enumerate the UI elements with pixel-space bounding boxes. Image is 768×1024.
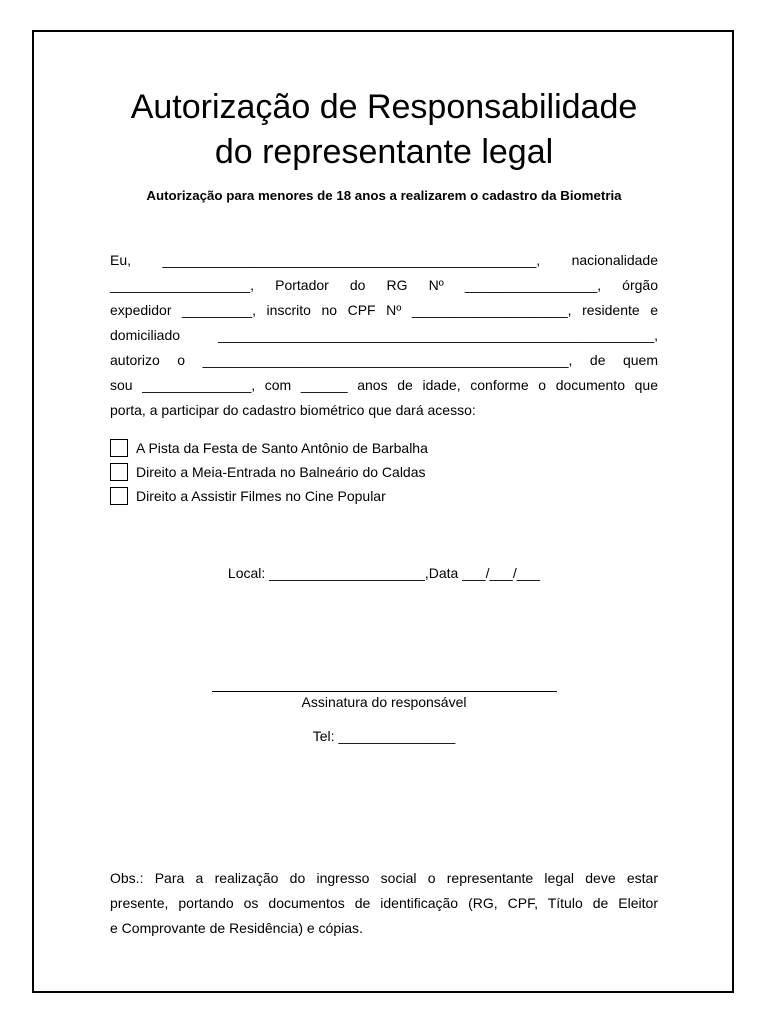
option-label: Direito a Meia-Entrada no Balneário do Caldas	[136, 464, 426, 480]
option-label: Direito a Assistir Filmes no Cine Popular	[136, 488, 386, 504]
declaration-line: porta, a participar do cadastro biométrico que dará acesso:	[110, 402, 476, 418]
document-subtitle: Autorização para menores de 18 anos a realizarem o cadastro da Biometria	[146, 188, 622, 203]
declaration-line: sou ______________, com ______ anos de idade, conforme o documento que	[110, 377, 658, 393]
option-meia-entrada-balneario	[110, 460, 428, 484]
observation-line: e Comprovante de Residência) e cópias.	[110, 920, 363, 936]
option-label: A Pista da Festa de Santo Antônio de Barbalha	[136, 440, 428, 456]
tel-field: Tel: _______________	[312, 728, 456, 744]
observation-note	[110, 866, 658, 941]
document-title-line-1: Autorização de Responsabilidade	[130, 88, 638, 126]
declaration-line: __________________, Portador do RG Nº _________________, órgão	[110, 277, 658, 293]
declaration-line: autorizo o _______________________________________________, de quem	[110, 352, 658, 368]
local-date-field: Local: ____________________,Data ___/___/___	[227, 565, 541, 581]
observation-line: presente, portando os documentos de identificação (RG, CPF, Título de Eleitor	[110, 895, 658, 911]
document-title-line-2: do representante legal	[214, 133, 554, 171]
signature-label: Assinatura do responsável	[301, 694, 467, 710]
page-border	[32, 30, 734, 993]
access-options-list	[110, 436, 428, 508]
declaration-line: domiciliado ________________________________________________________,	[110, 327, 658, 343]
checkbox[interactable]	[110, 463, 128, 481]
declaration-paragraph	[110, 248, 658, 423]
checkbox[interactable]	[110, 487, 128, 505]
option-cine-popular	[110, 484, 428, 508]
signature-line	[212, 691, 557, 692]
declaration-line: expedidor _________, inscrito no CPF Nº ____________________, residente e	[110, 302, 658, 318]
declaration-line: Eu, ________________________________________________, nacionalidade	[110, 252, 658, 268]
observation-line: Obs.: Para a realização do ingresso social o representante legal deve estar	[110, 870, 658, 886]
option-festa-santo-antonio	[110, 436, 428, 460]
checkbox[interactable]	[110, 439, 128, 457]
